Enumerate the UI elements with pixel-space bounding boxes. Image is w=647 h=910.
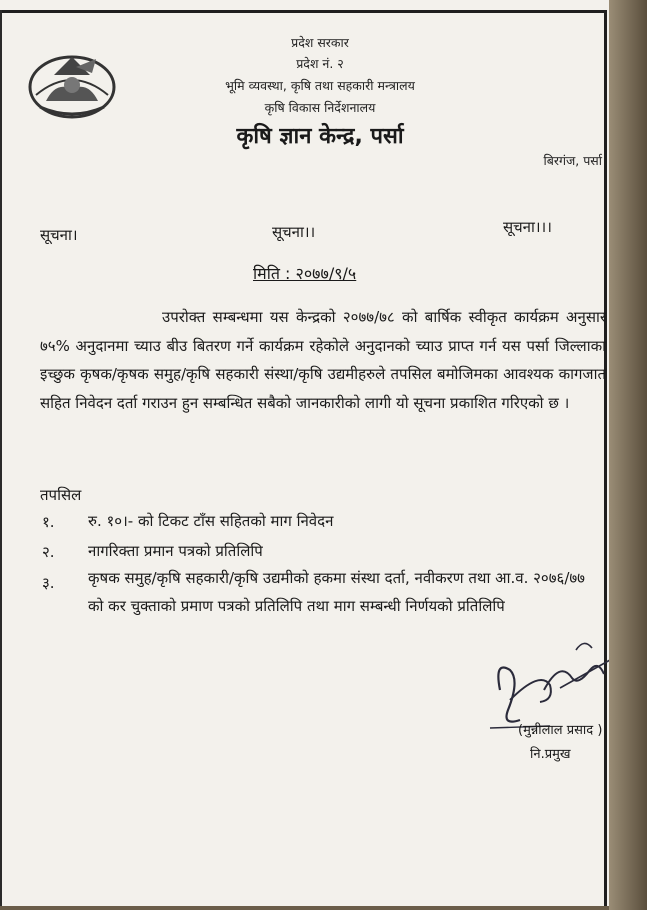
header-directorate: कृषि विकास निर्देशनालय	[264, 100, 376, 115]
government-emblem-icon	[26, 45, 118, 123]
notice-heading-1: सूचना।	[40, 226, 78, 244]
frame-border-right	[604, 10, 607, 906]
list-item-text: कृषक समुह/कृषि सहकारी/कृषि उद्यमीको हकमा संस्था दर्ता, नवीकरण तथा आ.व. २०७६/७७ को कर चुक्ताको प्रमाण पत्रको प्रतिलिपि तथा माग सम्बन्धी निर्णयको प्रतिलिपि	[88, 569, 585, 615]
office-location: बिरगंज, पर्सा	[543, 153, 602, 168]
notice-heading-3: सूचना।।।	[503, 218, 552, 236]
list-heading: तपसिल	[40, 486, 82, 504]
notice-heading-2: सूचना।।	[272, 223, 316, 241]
header-province-number: प्रदेश नं. २	[296, 56, 344, 71]
frame-border-top	[0, 10, 606, 13]
photo-edge-shadow	[609, 0, 647, 910]
list-item-text: रु. १०।- को टिकट टाँस सहितको माग निवेदन	[88, 512, 334, 530]
header-province-government: प्रदेश सरकार	[291, 35, 349, 50]
frame-border-left	[0, 10, 2, 906]
notice-date: मिति : २०७७/९/५	[253, 264, 357, 283]
notice-body: उपरोक्त सम्बन्धमा यस केन्द्रको २०७७/७८ को बार्षिक स्वीकृत कार्यक्रम अनुसार ७५% अनुदानमा च्याउ बीउ बितरण गर्ने कार्यक्रम रहेकोले अनुदानको च्याउ प्राप्त गर्न यस पर्सा जिल्लाका इच्छुक कृषक/कृषक समुह/कृषि सहकारी संस्था/कृषि उद्यमीहरुले तपसिल बमोजिमका आवश्यक कागजात सहित निवेदन दर्ता गराउन हुन सम्बन्धित सबैको जानकारीको लागी यो सूचना प्रकाशित गरिएको छ ।	[40, 308, 606, 412]
list-item-text: नागरिक्ता प्रमान पत्रको प्रतिलिपि	[88, 542, 263, 560]
office-title: कृषि ज्ञान केन्द्र, पर्सा	[236, 124, 404, 149]
signatory-name: (मुन्नीलाल प्रसाद )	[518, 723, 603, 738]
header-ministry: भूमि व्यवस्था, कृषि तथा सहकारी मन्त्रालय	[225, 78, 415, 93]
list-item-number: २.	[42, 543, 55, 561]
list-item-number: १.	[42, 513, 55, 531]
list-item-number: ३.	[42, 574, 55, 592]
signatory-title: नि.प्रमुख	[530, 747, 571, 762]
